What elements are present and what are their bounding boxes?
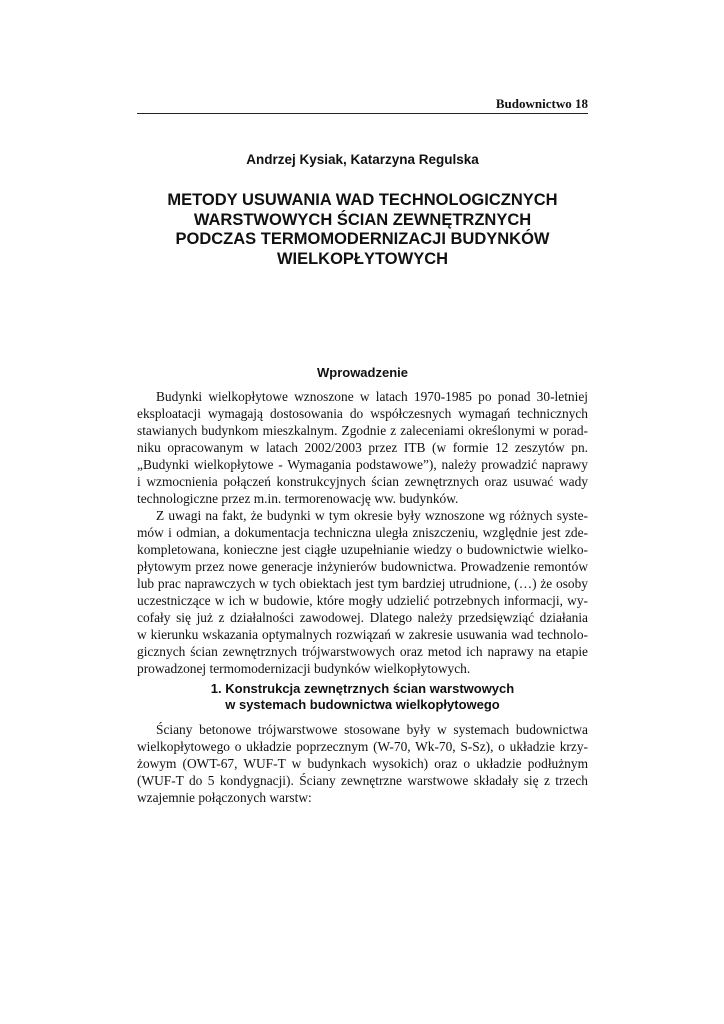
heading-line: 1. Konstrukcja zewnętrznych ścian warstwowych	[210, 681, 515, 696]
text-line: (WUF-T do 5 kondygnacji). Ściany zewnętrzne warstwowe składały się z trzech	[137, 773, 588, 788]
text-line: „Budynki wielkopłytowe - Wymagania podstawowe”), należy prowadzić naprawy	[137, 457, 588, 472]
text-line: Budynki wielkopłytowe wznoszone w latach 1970-1985 po ponad 30-letniej	[156, 389, 588, 404]
title-line: WARSTWOWYCH ŚCIAN ZEWNĘTRZNYCH	[193, 210, 532, 229]
title-line: METODY USUWANIA WAD TECHNOLOGICZNYCH	[167, 191, 558, 209]
intro-paragraph-2	[137, 507, 588, 677]
text-line: wielkopłytowego o układzie poprzecznym (W-70, Wk-70, S-Sz), o układzie krzy-	[137, 739, 588, 754]
text-line: niku opracowanym w latach 2002/2003 przez ITB (w formie 12 zeszytów pn.	[137, 440, 588, 455]
running-head: Budownictwo 18	[137, 96, 588, 114]
title-line: WIELKOPŁYTOWYCH	[276, 249, 449, 268]
text-line: technologiczne przez m.in. termorenowację ww. budynków.	[137, 491, 459, 506]
paper-title	[137, 191, 588, 269]
text-line: w kierunku wskazania optymalnych rozwiązań w zakresie usuwania wad technolo-	[137, 627, 588, 642]
intro-heading: Wprowadzenie	[316, 365, 408, 380]
authors: Andrzej Kysiak, Katarzyna Regulska	[246, 152, 479, 167]
text-line: eksploatacji wymagają dostosowania do współczesnych wymagań technicznych	[137, 406, 588, 421]
text-line: Ściany betonowe trójwarstwowe stosowane były w systemach budownictwa	[156, 722, 588, 737]
title-line: PODCZAS TERMOMODERNIZACJI BUDYNKÓW	[175, 230, 550, 248]
intro-paragraph-1	[137, 388, 588, 507]
text-line: gicznych ścian zewnętrznych trójwarstwowych oraz metod ich naprawy na etapie	[137, 644, 588, 659]
text-line: Z uwagi na fakt, że budynki w tym okresie były wznoszone wg różnych syste-	[156, 508, 588, 523]
text-line: mów i odmian, a dokumentacja techniczna uległa zniszczeniu, względnie jest zde-	[137, 525, 588, 540]
text-line: płytowym przez nowe generacje inżynierów budownictwa. Prowadzenie remontów	[137, 559, 588, 574]
text-line: prowadzonej termomodernizacji budynków wielkopłytowych.	[137, 661, 471, 676]
section-1-paragraph-1	[137, 721, 588, 806]
text-line: i wzmocnienia połączeń konstrukcyjnych ścian zewnętrznych oraz usuwać wady	[137, 474, 588, 489]
text-line: cofały się już z działalności zawodowej. Dlatego należy przedsięwziąć działania	[137, 610, 588, 625]
text-line: lub prac naprawczych w tych obiektach jest tym bardziej utrudnione, (…) że osoby	[137, 576, 588, 591]
text-line: wzajemnie połączonych warstw:	[137, 790, 312, 805]
text-line: uczestniczące w ich w budowie, które mogły udzielić potrzebnych informacji, wy-	[137, 593, 588, 608]
heading-line: w systemach budownictwa wielkopłytowego	[225, 697, 500, 712]
text-line: stawianych budynkom mieszkalnym. Zgodnie z zaleceniami określonymi w porad-	[137, 423, 588, 438]
text-line: żowym (OWT-67, WUF-T w budynkach wysokich) oraz o układzie podłużnym	[137, 756, 588, 771]
text-line: kompletowana, konieczne jest ciągłe uzupełnianie wiedzy o budownictwie wielko-	[137, 542, 588, 557]
section-1-heading	[137, 681, 588, 713]
